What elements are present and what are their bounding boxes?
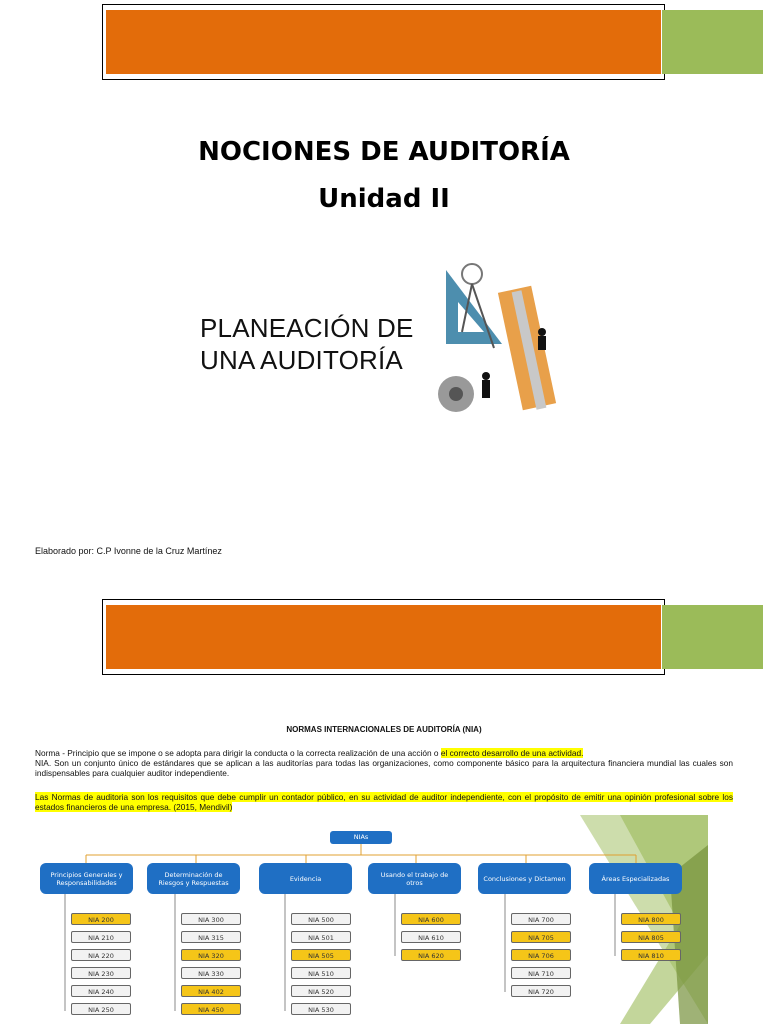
nia-item: NIA 210	[71, 931, 131, 943]
category-principios: Principios Generales y Responsabilidades	[40, 863, 133, 894]
planning-text-line2: UNA AUDITORÍA	[200, 345, 403, 375]
nia-item: NIA 250	[71, 1003, 131, 1015]
nia-item: NIA 530	[291, 1003, 351, 1015]
nia-item: NIA 720	[511, 985, 571, 997]
nia-item: NIA 200	[71, 913, 131, 925]
nia-item: NIA 700	[511, 913, 571, 925]
planning-illustration	[432, 262, 562, 420]
nia-item: NIA 610	[401, 931, 461, 943]
cover-title: NOCIONES DE AUDITORÍA	[198, 137, 570, 167]
nia-item: NIA 402	[181, 985, 241, 997]
nia-item: NIA 510	[291, 967, 351, 979]
auditing-norms-highlight: Las Normas de auditoria son los requisitos que debe cumplir un contador público, en su actividad de auditor independiente, con el propósito de emitir una opinión profesional sobre los estados financieros de una empresa. (2015, Mendivil)	[35, 792, 733, 812]
nia-item: NIA 706	[511, 949, 571, 961]
second-banner	[102, 599, 665, 675]
banner-green-block	[662, 10, 763, 74]
category-trabajo-otros: Usando el trabajo de otros	[368, 863, 461, 894]
norma-definition-text: Norma - Principio que se impone o se adopta para dirigir la conducta o la correcta realización de una acción o	[35, 748, 441, 758]
banner-green-block	[662, 605, 763, 669]
nia-item: NIA 450	[181, 1003, 241, 1015]
category-areas: Áreas Especializadas	[589, 863, 682, 894]
diagram-connectors	[30, 815, 708, 1024]
nia-item: NIA 300	[181, 913, 241, 925]
banner-orange-block	[106, 10, 661, 74]
nia-item: NIA 240	[71, 985, 131, 997]
nia-item: NIA 810	[621, 949, 681, 961]
nia-item: NIA 705	[511, 931, 571, 943]
norma-definition	[35, 748, 733, 778]
nia-item: NIA 805	[621, 931, 681, 943]
nia-item: NIA 620	[401, 949, 461, 961]
top-banner	[102, 4, 665, 80]
nia-item: NIA 320	[181, 949, 241, 961]
planning-text-line1: PLANEACIÓN DE	[200, 313, 414, 343]
nia-item: NIA 520	[291, 985, 351, 997]
auditing-norms-paragraph	[35, 792, 733, 812]
category-conclusiones: Conclusiones y Dictamen	[478, 863, 571, 894]
nia-item: NIA 330	[181, 967, 241, 979]
nia-item: NIA 220	[71, 949, 131, 961]
nia-item: NIA 230	[71, 967, 131, 979]
planning-image-text	[200, 312, 414, 376]
nia-diagram	[30, 815, 708, 1024]
nia-item: NIA 500	[291, 913, 351, 925]
nia-item: NIA 600	[401, 913, 461, 925]
category-riesgos: Determinación de Riesgos y Respuestas	[147, 863, 240, 894]
nia-definition: NIA. Son un conjunto único de estándares que se aplican a las auditorías para todas las organizaciones, como componente básico para la arquitectura financiera mundial las cuales son indispensables para cualquier auditor independiente.	[35, 758, 733, 778]
cover-subtitle: Unidad II	[318, 184, 450, 214]
category-evidencia: Evidencia	[259, 863, 352, 894]
nia-item: NIA 710	[511, 967, 571, 979]
norma-definition-highlight: el correcto desarrollo de una actividad.	[440, 748, 584, 758]
nia-item: NIA 315	[181, 931, 241, 943]
author-credit: Elaborado por: C.P Ivonne de la Cruz Martínez	[35, 546, 222, 556]
banner-orange-block	[106, 605, 661, 669]
nia-item: NIA 800	[621, 913, 681, 925]
nias-root-node: NIAs	[330, 831, 392, 844]
nia-item: NIA 501	[291, 931, 351, 943]
nia-item: NIA 505	[291, 949, 351, 961]
nia-section-title: NORMAS INTERNACIONALES DE AUDITORÍA (NIA)	[286, 725, 482, 734]
